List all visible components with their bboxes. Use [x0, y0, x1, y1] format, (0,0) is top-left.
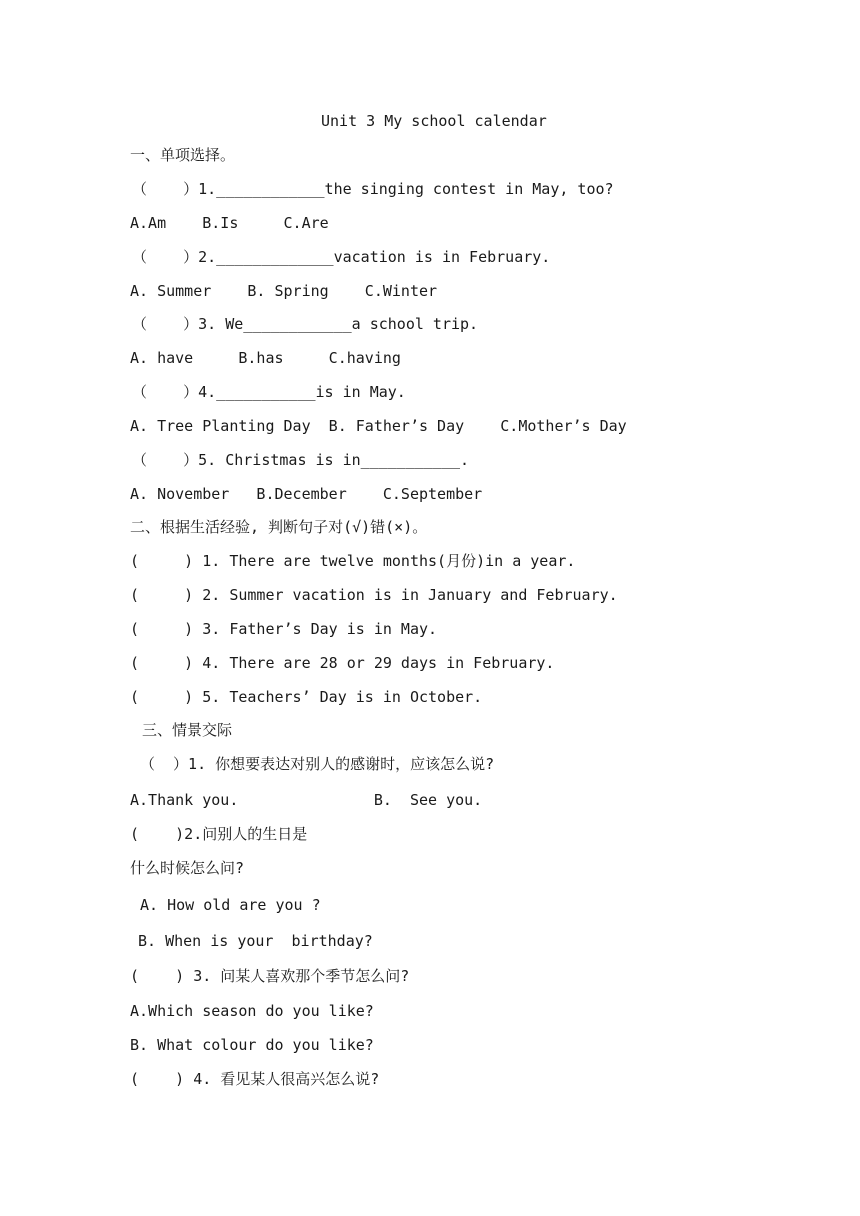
section-heading-single-choice: 一、单项选择。	[130, 146, 236, 164]
options-line: A. November B.December C.September	[130, 485, 483, 503]
option-line: B. When is your birthday?	[138, 932, 373, 950]
question-line: ( ) 4. 看见某人很高兴怎么说?	[130, 1070, 380, 1088]
options-line: A.Am B.Is C.Are	[130, 214, 329, 232]
options-line: A.Thank you. B. See you.	[130, 791, 483, 809]
statement-line: ( ) 3. Father’s Day is in May.	[130, 620, 438, 638]
question-line: （ ）1.____________the singing contest in May, too?	[132, 180, 614, 198]
section-heading-true-false: 二、根据生活经验, 判断句子对(√)错(×)。	[130, 518, 428, 536]
options-line: A. have B.has C.having	[130, 349, 401, 367]
question-line: （ ）5. Christmas is in___________.	[132, 451, 470, 469]
section-heading-situational: 三、情景交际	[142, 721, 233, 739]
statement-line: ( ) 4. There are 28 or 29 days in February.	[130, 654, 555, 672]
question-line: （ ）3. We____________a school trip.	[132, 315, 479, 333]
question-line: ( )2.问别人的生日是	[130, 825, 308, 843]
statement-line: ( ) 5. Teachers’ Day is in October.	[130, 688, 483, 706]
question-line: （ ）4.___________is in May.	[132, 383, 406, 401]
statement-line: ( ) 2. Summer vacation is in January and February.	[130, 586, 618, 604]
question-line: ( ) 3. 问某人喜欢那个季节怎么问?	[130, 967, 410, 985]
options-line: A. Tree Planting Day B. Father’s Day C.Mother’s Day	[130, 417, 627, 435]
option-line: B. What colour do you like?	[130, 1036, 374, 1054]
question-line-continued: 什么时候怎么问?	[130, 859, 245, 877]
question-line: （ ）1. 你想要表达对别人的感谢时，应该怎么说?	[140, 755, 495, 773]
question-line: （ ）2._____________vacation is in February.	[132, 248, 551, 266]
options-line: A. Summer B. Spring C.Winter	[130, 282, 438, 300]
option-line: A.Which season do you like?	[130, 1002, 374, 1020]
page-title: Unit 3 My school calendar	[321, 112, 547, 130]
option-line: A. How old are you ?	[140, 896, 321, 914]
statement-line: ( ) 1. There are twelve months(月份)in a year.	[130, 552, 576, 570]
